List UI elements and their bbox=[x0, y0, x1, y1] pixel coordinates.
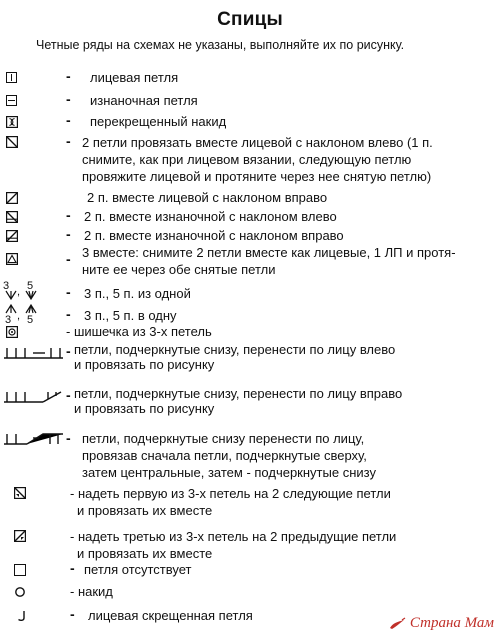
legend-text: провязав сначала петли, подчеркнутые сверху, bbox=[82, 448, 367, 463]
legend-dash: - bbox=[66, 251, 71, 267]
legend-dash: - bbox=[66, 226, 71, 242]
legend-row-crossed-yarn-over bbox=[0, 112, 500, 132]
legend-dash: - bbox=[66, 306, 71, 322]
legend-text: петля отсутствует bbox=[84, 562, 192, 577]
legend-row-no-stitch bbox=[0, 560, 500, 580]
legend-text: петли, подчеркнутые снизу, перенести по лицу вправо bbox=[74, 386, 403, 401]
k2tog-right-icon bbox=[6, 192, 18, 204]
k3tog-icon bbox=[6, 253, 18, 265]
k2tog-left-icon bbox=[6, 136, 18, 148]
legend-text: 3 п., 5 п. из одной bbox=[84, 286, 191, 301]
legend-row-k3tog bbox=[0, 244, 500, 282]
legend-text: изнаночная петля bbox=[90, 93, 198, 108]
legend-row-knit bbox=[0, 68, 500, 88]
knit-stitch-icon bbox=[6, 72, 17, 83]
legend-row-k2tog-left bbox=[0, 132, 500, 188]
legend-row-p2tog-left bbox=[0, 207, 500, 227]
increase-label-5: 5 bbox=[27, 280, 34, 292]
legend-dash: - bbox=[66, 112, 71, 128]
p2tog-left-icon bbox=[6, 211, 18, 223]
legend-dash: - bbox=[66, 284, 71, 300]
bobble-icon bbox=[6, 326, 18, 338]
legend-text: петли, подчеркнутые снизу, перенести по лицу влево bbox=[74, 342, 396, 357]
decrease-comma: , bbox=[17, 310, 21, 322]
decrease-label-5: 5 bbox=[27, 314, 34, 326]
decrease-label-3: 3 bbox=[5, 314, 12, 326]
legend-text: и провязать по рисунку bbox=[74, 401, 215, 416]
yarn-over-icon bbox=[14, 586, 26, 598]
legend-text: - шишечка из 3-х петель bbox=[66, 324, 212, 339]
legend-row-cable-left bbox=[0, 340, 500, 376]
legend-row-increase bbox=[0, 282, 500, 304]
legend-dash: - bbox=[66, 68, 71, 84]
legend-dash: - bbox=[66, 387, 71, 403]
legend-text: - надеть первую из 3-х петель на 2 следующие петли bbox=[70, 486, 391, 501]
legend-row-k2tog-right bbox=[0, 188, 500, 208]
increase-right-icon bbox=[25, 290, 37, 300]
stork-logo-icon bbox=[388, 617, 406, 631]
legend-text: 3 п., 5 п. в одну bbox=[84, 308, 177, 323]
decrease-right-icon bbox=[25, 304, 37, 314]
legend-row-p2tog-right bbox=[0, 226, 500, 246]
legend-text: - накид bbox=[70, 584, 113, 599]
purl-stitch-icon bbox=[6, 95, 17, 106]
legend-dash: - bbox=[66, 91, 71, 107]
page-title: Спицы bbox=[217, 9, 283, 30]
page-subtitle: Четные ряды на схемах не указаны, выполняйте их по рисунку. bbox=[36, 38, 405, 52]
cable-right-icon bbox=[3, 390, 65, 404]
legend-dash: - bbox=[70, 606, 75, 622]
legend-dash: - bbox=[66, 430, 71, 446]
legend-text: провяжите лицевой и протяните через нее снятую петлю) bbox=[82, 169, 432, 184]
legend-text: перекрещенный накид bbox=[90, 114, 227, 129]
legend-row-cable-center bbox=[0, 430, 500, 484]
legend-dash: - bbox=[66, 343, 71, 359]
legend-text: 2 п. вместе изнаночной с наклоном влево bbox=[84, 209, 337, 224]
legend-row-cable-right bbox=[0, 384, 500, 420]
increase-left-icon bbox=[5, 290, 17, 300]
increase-3-5-icon bbox=[3, 282, 43, 304]
legend-text: петли, подчеркнутые снизу перенести по лицу, bbox=[82, 431, 365, 446]
legend-text: - надеть третью из 3-х петель на 2 предыдущие петли bbox=[70, 529, 397, 544]
legend-row-purl bbox=[0, 91, 500, 111]
p2tog-right-icon bbox=[6, 230, 18, 242]
cable-center-icon bbox=[3, 432, 65, 446]
legend-text: и провязать по рисунку bbox=[74, 357, 215, 372]
legend-dash: - bbox=[66, 207, 71, 223]
legend-text: снимите, как при лицевом вязании, следующую петлю bbox=[82, 152, 412, 167]
legend-row-pass-third-over bbox=[0, 526, 500, 562]
legend-text: и провязать их вместе bbox=[77, 503, 213, 518]
watermark bbox=[388, 615, 494, 632]
decrease-left-icon bbox=[5, 304, 17, 314]
legend-text: 2 п. вместе изнаночной с наклоном вправо bbox=[84, 228, 344, 243]
legend-text: затем центральные, затем - подчеркнутые снизу bbox=[82, 465, 376, 480]
legend-dash: - bbox=[66, 133, 71, 149]
cable-left-icon bbox=[3, 346, 65, 360]
legend-text: 2 петли провязать вместе лицевой с наклоном влево (1 п. bbox=[82, 135, 433, 150]
no-stitch-icon bbox=[14, 564, 26, 576]
legend-dash: - bbox=[70, 560, 75, 576]
legend-row-pass-first-over bbox=[0, 484, 500, 520]
legend-text: ните ее через обе снятые петли bbox=[82, 262, 276, 277]
legend-row-yarn-over bbox=[0, 582, 500, 602]
legend-text: лицевая петля bbox=[90, 70, 179, 85]
pass-first-over-icon bbox=[14, 487, 26, 499]
legend-text: и провязать их вместе bbox=[77, 546, 213, 561]
increase-label-3: 3 bbox=[3, 280, 10, 292]
pass-third-over-icon bbox=[14, 530, 26, 542]
watermark-text: Страна Мам bbox=[409, 615, 494, 631]
twisted-knit-icon bbox=[16, 610, 28, 622]
legend-text: 2 п. вместе лицевой с наклоном вправо bbox=[87, 190, 328, 205]
increase-comma: , bbox=[17, 286, 21, 298]
legend-text: 3 вместе: снимите 2 петли вместе как лицевые, 1 ЛП и протя- bbox=[82, 245, 456, 260]
legend-row-bobble bbox=[0, 322, 500, 342]
crossed-yarn-over-icon bbox=[6, 116, 18, 128]
legend-text: лицевая скрещенная петля bbox=[88, 608, 253, 623]
